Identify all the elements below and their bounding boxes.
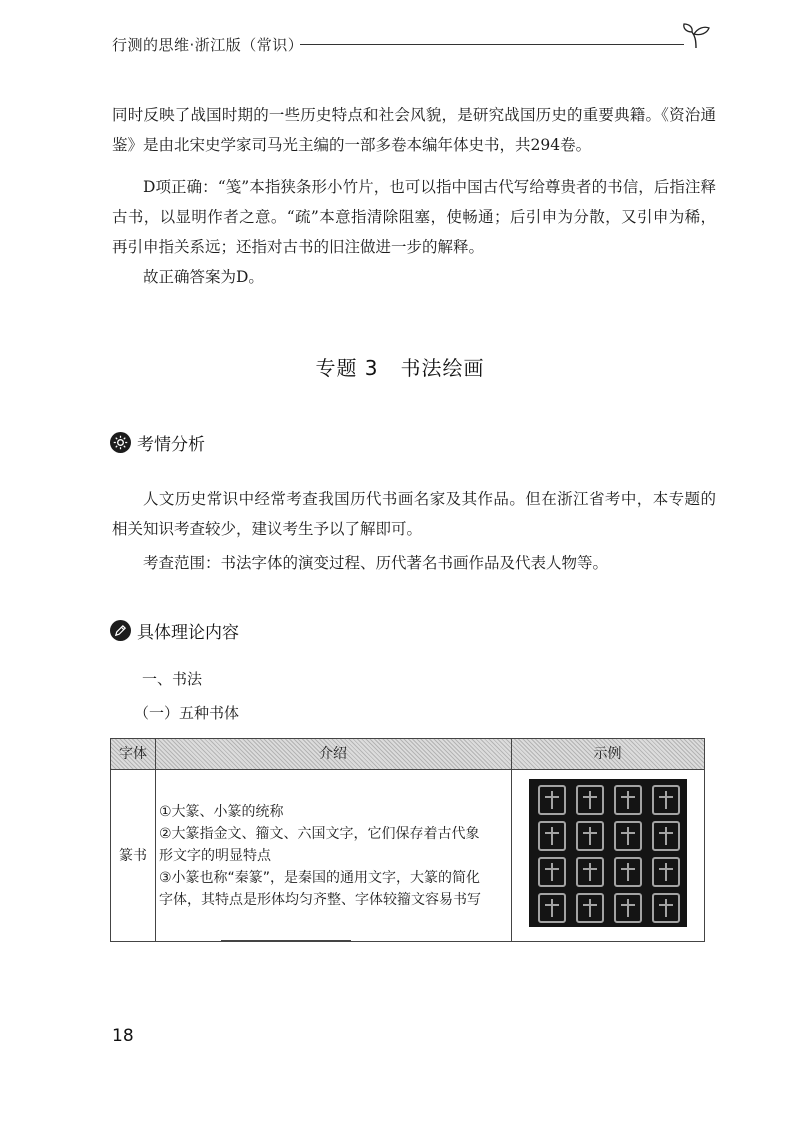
table-cell-intro — [159, 801, 509, 911]
paragraph-option-d: D项正确：“笺”本指狭条形小竹片，也可以指中国古代写给尊贵者的书信，后指注释古书，以显明作者之意。“疏”本意指清除阻塞，使畅通；后引申为分散，又引申为稀，再引申指关系远；还指对古书的旧注做进一步的解释。 — [112, 178, 716, 256]
header-title: 行测的思维·浙江版（常识） — [112, 36, 304, 54]
intro-line: 形文字的明显特点 — [159, 848, 271, 864]
sun-icon — [110, 432, 131, 453]
paragraph-exam-scope: 考查范围：书法字体的演变过程、历代著名书画作品及代表人物等。 — [143, 554, 609, 572]
table-header-intro: 介绍 — [319, 746, 347, 762]
section-heading-label: 考情分析 — [137, 434, 205, 455]
chapter-title — [0, 352, 800, 381]
page-number: 18 — [112, 1026, 134, 1046]
intro-line: ③小篆也称“秦篆”，是秦国的通用文字，大篆的简化 — [159, 870, 481, 886]
intro-line: ②大篆指金文、籀文、六国文字，它们保存着古代象 — [159, 826, 480, 842]
scripts-table — [110, 738, 705, 942]
header-rule — [300, 44, 684, 45]
intro-line: 字体，其特点是形体均匀齐整、字体较籀文容易书写 — [159, 892, 481, 908]
section-heading-analysis — [110, 428, 205, 456]
paragraph-answer: 故正确答案为D。 — [143, 268, 264, 286]
section-heading-theory — [110, 616, 239, 644]
table-header-script: 字体 — [119, 746, 147, 762]
running-header — [112, 30, 712, 60]
subheading-five-scripts: （一）五种书体 — [134, 704, 240, 722]
table-header-example: 示例 — [593, 746, 622, 762]
pencil-icon — [110, 620, 131, 641]
chapter-name: 书法绘画 — [400, 356, 485, 380]
paragraph-exam-analysis: 人文历史常识中经常考查我国历代书画名家及其作品。但在浙江省考中，本专题的相关知识考查较少，建议考生予以了解即可。 — [112, 490, 716, 538]
section-heading-label: 具体理论内容 — [137, 622, 239, 643]
seal-script-sample-image — [529, 779, 687, 927]
sprout-icon — [680, 22, 712, 50]
paragraph-continuation: 同时反映了战国时期的一些历史特点和社会风貌，是研究战国历史的重要典籍。《资治通鉴》是由北宋史学家司马光主编的一部多卷本编年体史书，共294卷。 — [112, 106, 716, 154]
table-cell-script-name: 篆书 — [119, 848, 147, 864]
intro-line: ①大篆、小篆的统称 — [159, 804, 284, 820]
subheading-calligraphy: 一、书法 — [142, 670, 203, 688]
chapter-number: 专题 3 — [315, 356, 379, 380]
